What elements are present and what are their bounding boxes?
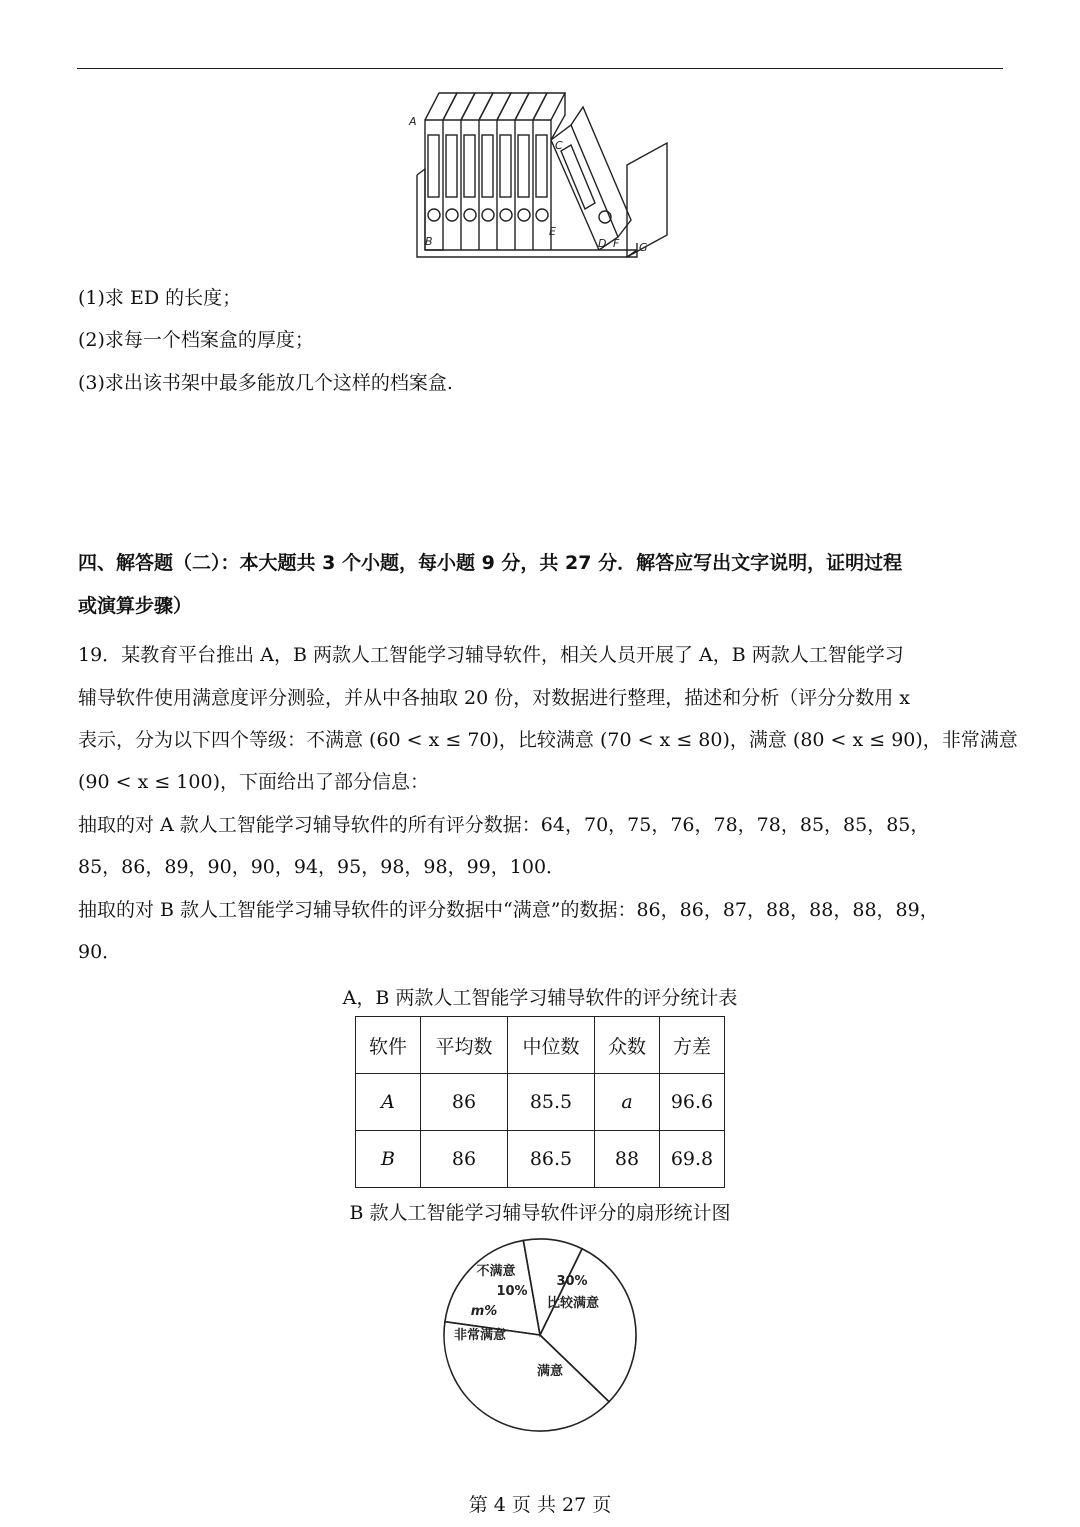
pie-chart — [440, 1235, 640, 1435]
shelf-label-a: A — [409, 115, 417, 128]
table-header-cell: 平均数 — [421, 1017, 508, 1074]
pie-chart-title: B 款人工智能学习辅导软件评分的扇形统计图 — [349, 1202, 731, 1224]
table-row — [356, 1131, 725, 1188]
shelf-label-d: D — [598, 237, 607, 250]
table-cell: A — [356, 1074, 421, 1131]
question-3: (3)求出该书架中最多能放几个这样的档案盒. — [78, 372, 453, 394]
top-rule — [77, 68, 1003, 69]
stats-table — [355, 1016, 725, 1188]
question-1: (1)求 ED 的长度； — [78, 287, 242, 309]
problem19-line5: 抽取的对 A 款人工智能学习辅导软件的所有评分数据：64，70，75，76，78，78，85，85，85， — [78, 814, 930, 836]
table-cell: 88 — [595, 1131, 660, 1188]
table-caption: A，B 两款人工智能学习辅导软件的评分统计表 — [342, 987, 738, 1009]
pie-value-fairly-satisfied: 30% — [556, 1274, 588, 1289]
shelf-label-b: B — [425, 235, 433, 248]
bookshelf-figure — [405, 85, 675, 265]
table-header-cell: 软件 — [356, 1017, 421, 1074]
problem19-line3: 表示，分为以下四个等级：不满意 (60 < x ≤ 70)，比较满意 (70 < x ≤ 80)，满意 (80 < x ≤ 90)，非常满意 — [78, 729, 1018, 751]
pie-label-satisfied: 满意 — [536, 1364, 564, 1379]
shelf-label-f: F — [613, 237, 620, 250]
pie-value-very-satisfied: m% — [470, 1304, 498, 1319]
shelf-label-c: C — [555, 139, 563, 152]
shelf-label-g: G — [639, 241, 648, 254]
section-heading-line2: 或演算步骤） — [78, 595, 193, 617]
table-header-cell: 中位数 — [508, 1017, 595, 1074]
table-cell: 86 — [421, 1074, 508, 1131]
table-cell: 85.5 — [508, 1074, 595, 1131]
question-2: (2)求每一个档案盒的厚度； — [78, 329, 314, 351]
problem19-line6: 85，86，89，90，90，94，95，98，98，99，100． — [78, 856, 566, 878]
problem19-line7: 抽取的对 B 款人工智能学习辅导软件的评分数据中“满意”的数据：86，86，87，88，88，88，89， — [78, 899, 939, 921]
table-cell: 69.8 — [660, 1131, 725, 1188]
pie-label-very-satisfied: 非常满意 — [453, 1328, 507, 1343]
table-header-cell: 众数 — [595, 1017, 660, 1074]
page-number: 第 4 页 共 27 页 — [468, 1494, 612, 1516]
problem19-line2: 辅导软件使用满意度评分测验，并从中各抽取 20 份，对数据进行整理，描述和分析（评分分数用 x — [78, 687, 911, 709]
table-row — [356, 1074, 725, 1131]
pie-value-unsatisfied: 10% — [496, 1284, 528, 1299]
pie-label-fairly-satisfied: 比较满意 — [546, 1296, 600, 1311]
table-header-row — [356, 1017, 725, 1074]
section-heading-line1: 四、解答题（二）：本大题共 3 个小题，每小题 9 分，共 27 分．解答应写出文字说明，证明过程 — [78, 552, 903, 574]
table-cell: 86.5 — [508, 1131, 595, 1188]
problem19-line1: 19．某教育平台推出 A，B 两款人工智能学习辅导软件，相关人员开展了 A，B 两款人工智能学习 — [78, 644, 904, 666]
problem19-line8: 90． — [78, 941, 122, 963]
problem19-line4: (90 < x ≤ 100)，下面给出了部分信息： — [78, 771, 429, 793]
table-cell: 86 — [421, 1131, 508, 1188]
shelf-label-e: E — [549, 225, 556, 238]
table-header-cell: 方差 — [660, 1017, 725, 1074]
table-cell: 96.6 — [660, 1074, 725, 1131]
table-cell: B — [356, 1131, 421, 1188]
table-cell: a — [595, 1074, 660, 1131]
pie-label-unsatisfied: 不满意 — [476, 1264, 516, 1279]
